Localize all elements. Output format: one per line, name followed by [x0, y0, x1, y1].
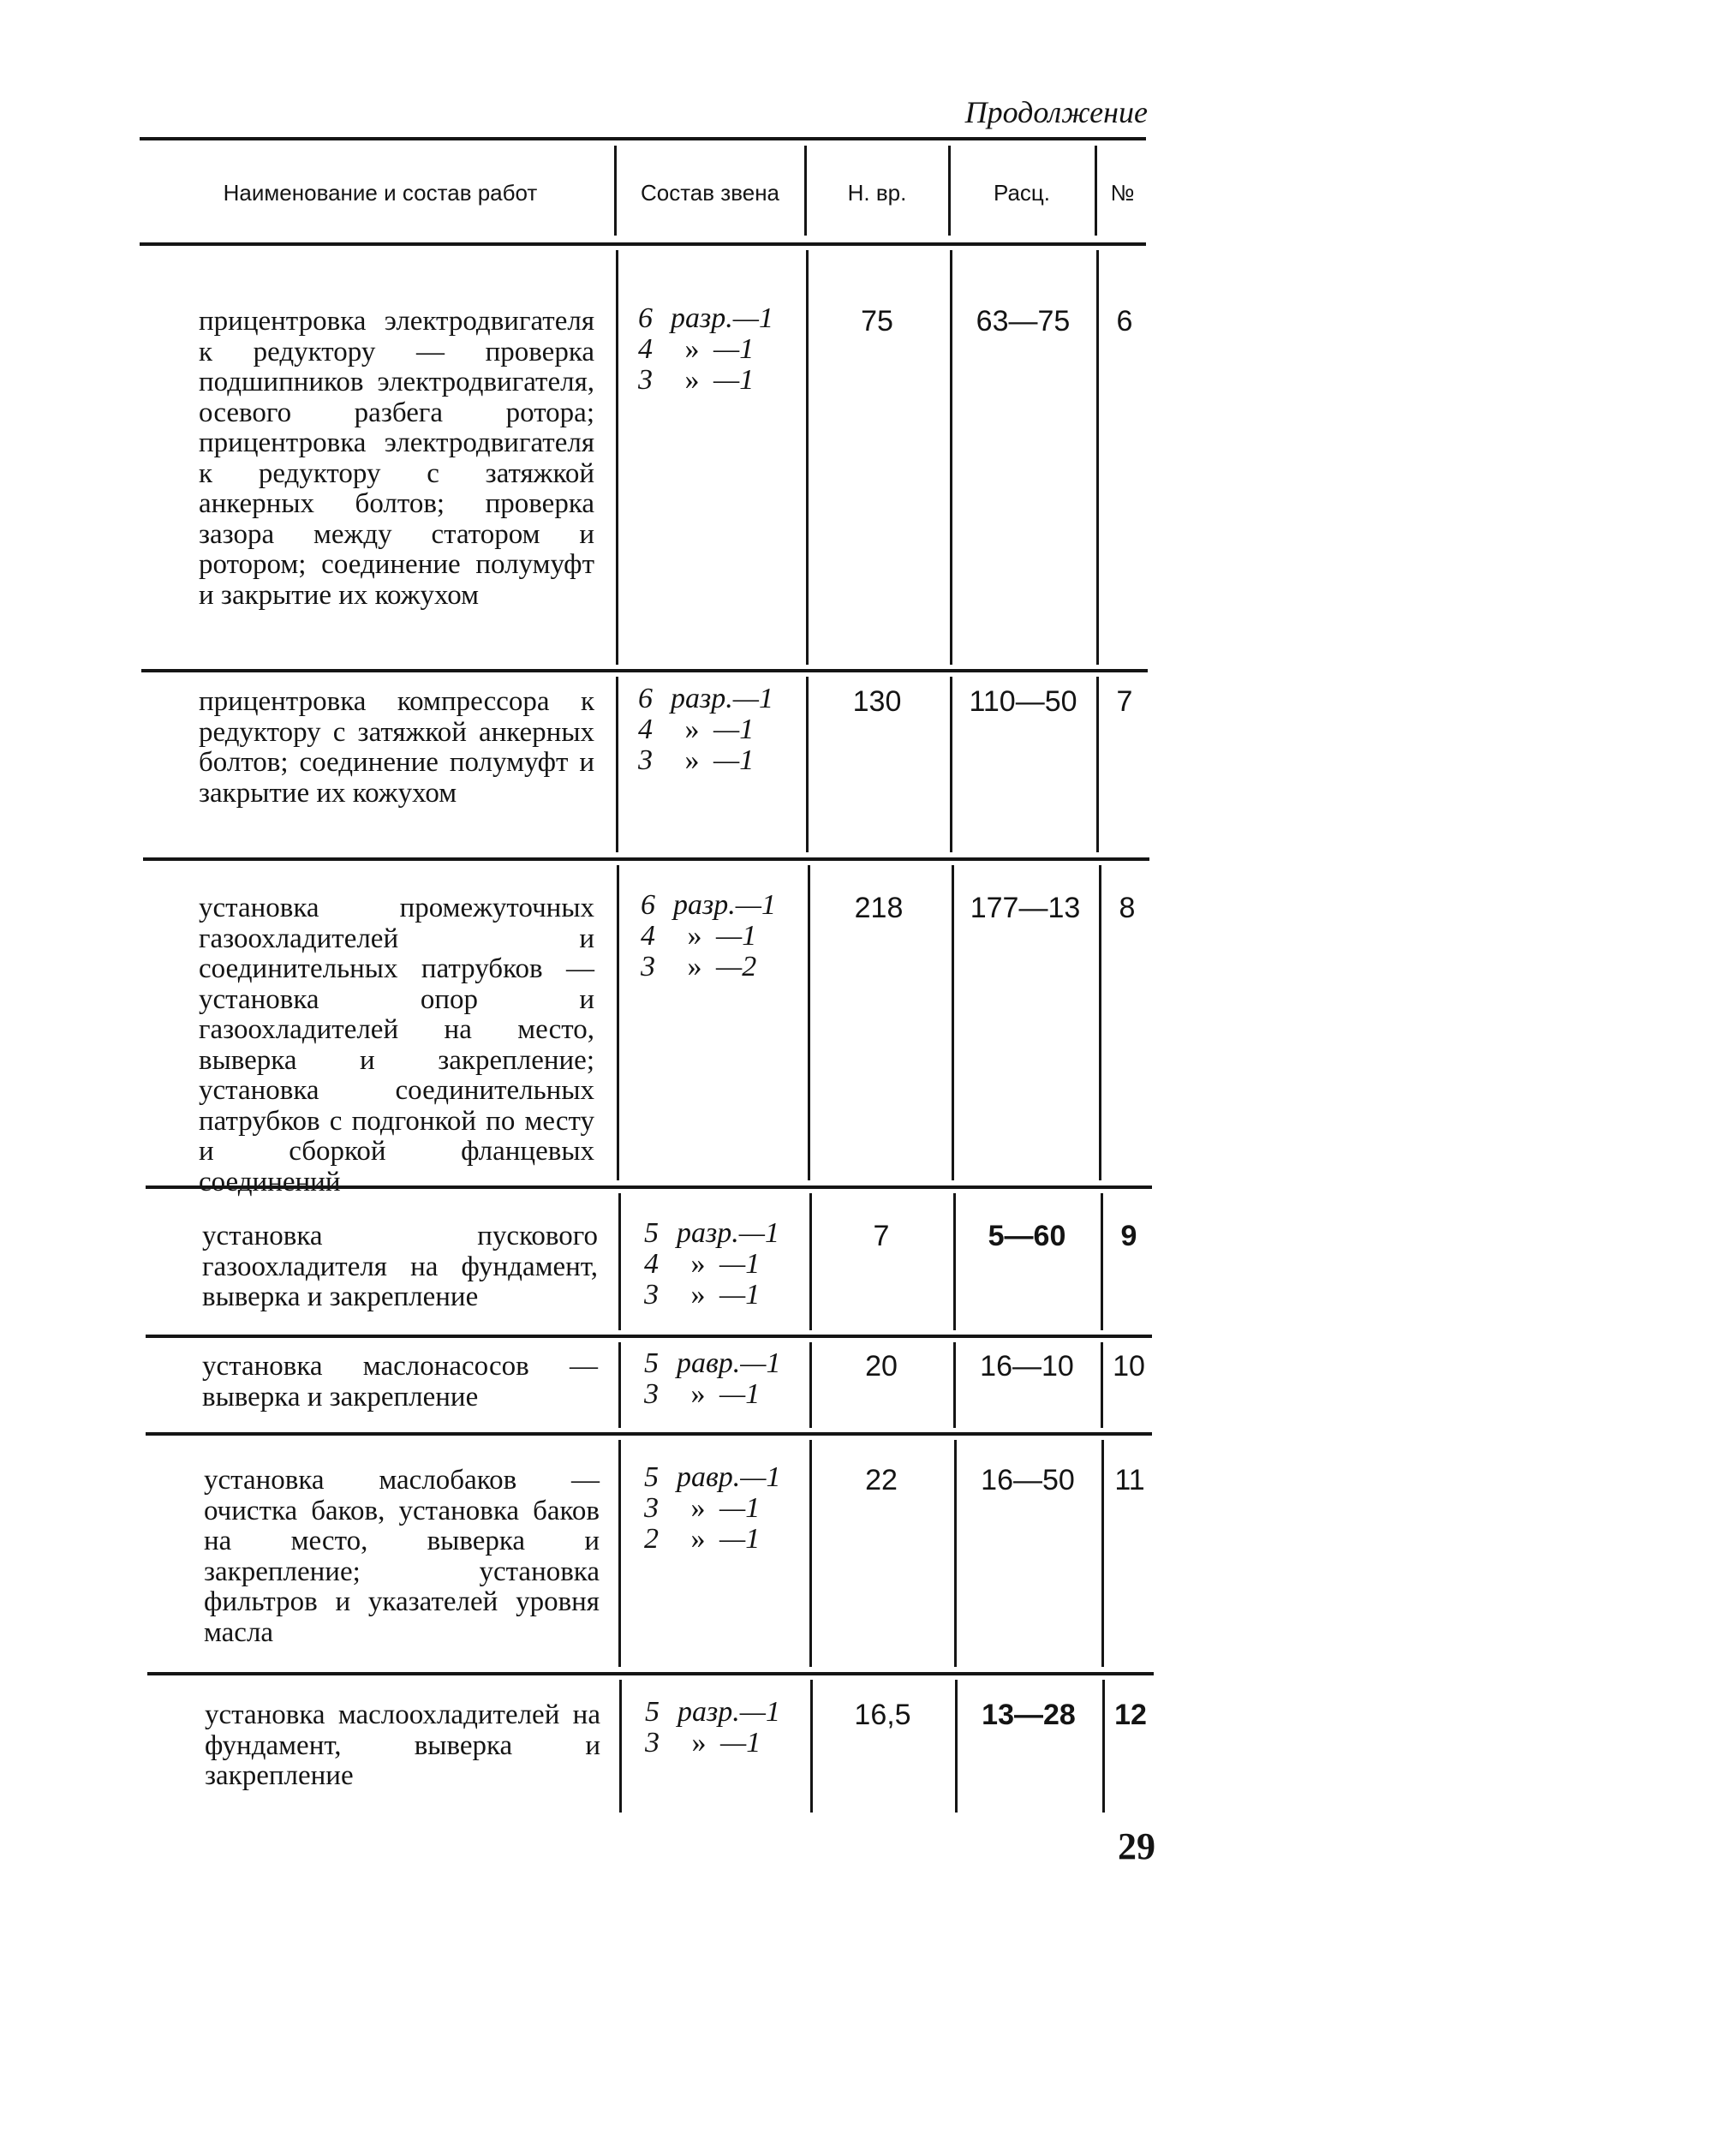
row-number: 7: [1116, 685, 1133, 718]
header-bottom-rule: [140, 242, 1146, 246]
column-divider: [617, 865, 619, 1180]
rate: 110—50: [969, 685, 1077, 718]
crew-composition: [641, 890, 776, 982]
norm-time: 22: [865, 1464, 898, 1496]
column-divider: [618, 1440, 621, 1667]
crew-count: —2: [716, 951, 757, 982]
crew-line: [638, 745, 773, 776]
crew-sep: »: [684, 744, 700, 776]
crew-grade: 3: [644, 1378, 659, 1410]
rate: 177—13: [970, 892, 1081, 924]
norm-time: 16,5: [854, 1699, 911, 1731]
crew-composition: [638, 303, 773, 396]
work-description: прицентровка электродвигателя к редуктору — проверка подшипников электродвигателя, осевого разбега ротора; прицентровка электродвигателя к редуктору с затяжкой анкерных болтов; проверка зазора между статором и ротором; соединение полумуфт и закрытие их кожухом: [199, 306, 594, 611]
header-divider: [804, 146, 807, 236]
header-no: №: [1110, 179, 1135, 206]
row-separator: [147, 1672, 1154, 1675]
continuation-label: Продолжение: [964, 95, 1148, 129]
crew-line: [644, 1218, 779, 1249]
crew-sep: »: [690, 1378, 706, 1410]
crew-sep: разр.: [671, 683, 733, 714]
crew-count: —1: [716, 920, 757, 952]
crew-count: —1: [740, 1347, 781, 1379]
crew-line: [644, 1249, 779, 1280]
column-divider: [618, 1342, 621, 1428]
crew-count: —1: [719, 1523, 761, 1555]
crew-line: [638, 303, 773, 334]
row-separator: [143, 857, 1149, 861]
crew-count: —1: [719, 1248, 761, 1280]
row-number: 6: [1116, 305, 1133, 337]
crew-grade: 3: [641, 951, 655, 982]
rate: 16—50: [981, 1464, 1075, 1496]
crew-sep: »: [684, 364, 700, 396]
crew-line: [645, 1697, 780, 1728]
crew-count: —1: [713, 744, 755, 776]
crew-grade: 6: [638, 683, 653, 714]
crew-composition: [644, 1462, 781, 1555]
crew-grade: 5: [644, 1217, 659, 1249]
work-description: прицентровка компрессора к редуктору с затяжкой анкерных болтов; соединение полумуфт и закрытие их кожухом: [199, 686, 594, 809]
crew-sep: »: [690, 1492, 706, 1524]
crew-sep: разр.: [677, 1696, 740, 1728]
row-number: 12: [1114, 1699, 1147, 1731]
page-number: 29: [1118, 1825, 1155, 1867]
crew-line: [645, 1728, 780, 1759]
crew-grade: 3: [644, 1492, 659, 1524]
crew-line: [641, 921, 776, 952]
work-description: установка маслонасосов — выверка и закрепление: [202, 1351, 598, 1412]
column-divider: [618, 1193, 621, 1330]
crew-line: [644, 1493, 781, 1524]
crew-grade: 3: [645, 1727, 660, 1759]
column-divider: [619, 1680, 622, 1813]
header-divider: [948, 146, 951, 236]
crew-count: —1: [719, 1492, 761, 1524]
header-norm: Н. вр.: [847, 179, 907, 206]
crew-composition: [644, 1218, 779, 1311]
crew-line: [638, 714, 773, 745]
crew-sep: »: [690, 1279, 706, 1311]
column-divider: [953, 1193, 956, 1330]
crew-count: —1: [719, 1378, 761, 1410]
column-divider: [616, 250, 618, 665]
crew-grade: 5: [645, 1696, 660, 1728]
crew-line: [638, 365, 773, 396]
work-description: установка маслоохладителей на фундамент, выверка и закрепление: [205, 1699, 600, 1791]
column-divider: [1101, 1193, 1103, 1330]
crew-count: —1: [713, 364, 755, 396]
crew-line: [644, 1462, 781, 1493]
crew-sep: »: [687, 920, 702, 952]
crew-grade: 3: [644, 1279, 659, 1311]
column-divider: [616, 677, 618, 852]
rate: 5—60: [988, 1220, 1066, 1252]
header-rate: Расц.: [993, 179, 1051, 206]
crew-line: [641, 890, 776, 921]
crew-count: —1: [713, 333, 755, 365]
header-divider: [614, 146, 617, 236]
crew-grade: 5: [644, 1461, 659, 1493]
crew-grade: 6: [638, 302, 653, 334]
crew-grade: 3: [638, 364, 653, 396]
crew-count: —1: [735, 889, 776, 921]
crew-grade: 4: [638, 333, 653, 365]
crew-composition: [638, 684, 773, 776]
row-number: 8: [1119, 892, 1136, 924]
rate: 16—10: [980, 1350, 1074, 1383]
crew-sep: »: [690, 1523, 706, 1555]
crew-composition: [644, 1348, 781, 1410]
header-divider: [1095, 146, 1097, 236]
crew-grade: 2: [644, 1523, 659, 1555]
crew-sep: »: [684, 714, 700, 745]
column-divider: [809, 1193, 812, 1330]
crew-count: —1: [732, 683, 773, 714]
rate: 13—28: [982, 1699, 1076, 1731]
crew-count: —1: [713, 714, 755, 745]
crew-count: —1: [719, 1279, 761, 1311]
row-separator: [141, 669, 1148, 672]
crew-count: —1: [732, 302, 773, 334]
crew-line: [644, 1348, 781, 1379]
crew-composition: [645, 1697, 780, 1759]
crew-count: —1: [738, 1217, 779, 1249]
crew-grade: 4: [641, 920, 655, 952]
norm-time: 20: [865, 1350, 898, 1383]
crew-sep: равр.: [677, 1347, 741, 1379]
table-top-rule: [140, 137, 1146, 140]
row-number: 11: [1114, 1464, 1145, 1496]
norm-time: 130: [852, 685, 902, 718]
crew-sep: »: [684, 333, 700, 365]
row-number: 9: [1120, 1220, 1137, 1252]
row-separator: [146, 1432, 1152, 1436]
norm-time: 7: [873, 1220, 890, 1252]
crew-line: [644, 1524, 781, 1555]
crew-line: [638, 334, 773, 365]
crew-grade: 3: [638, 744, 653, 776]
rate: 63—75: [976, 305, 1071, 337]
crew-sep: разр.: [671, 302, 733, 334]
row-separator: [146, 1335, 1152, 1338]
norm-time: 218: [854, 892, 904, 924]
crew-count: —1: [720, 1727, 761, 1759]
crew-line: [644, 1280, 779, 1311]
work-description: установка маслобаков — очистка баков, установка баков на место, выверка и закрепление; установка фильтров и указателей уровня масла: [204, 1465, 600, 1648]
crew-grade: 4: [644, 1248, 659, 1280]
crew-count: —1: [739, 1696, 780, 1728]
crew-sep: разр.: [673, 889, 736, 921]
crew-count: —1: [740, 1461, 781, 1493]
crew-line: [638, 684, 773, 714]
crew-line: [644, 1379, 781, 1410]
row-number: 10: [1113, 1350, 1145, 1383]
crew-sep: »: [690, 1248, 706, 1280]
header-name: Наименование и состав работ: [223, 179, 538, 206]
norm-time: 75: [861, 305, 893, 337]
crew-sep: »: [687, 951, 702, 982]
crew-grade: 4: [638, 714, 653, 745]
header-crew: Состав звена: [640, 179, 780, 206]
crew-grade: 6: [641, 889, 655, 921]
work-description: установка пускового газоохладителя на фундамент, выверка и закрепление: [202, 1221, 598, 1312]
crew-sep: разр.: [677, 1217, 739, 1249]
crew-grade: 5: [644, 1347, 659, 1379]
crew-line: [641, 952, 776, 982]
crew-sep: равр.: [677, 1461, 741, 1493]
work-description: установка промежуточных газоохладителей и соединительных патрубков — установка опор и газоохладителей на место, выверка и закрепление; установка соединительных патрубков с подгонкой по месту и сборкой фланцевых соединений: [199, 893, 594, 1197]
crew-sep: »: [691, 1727, 707, 1759]
